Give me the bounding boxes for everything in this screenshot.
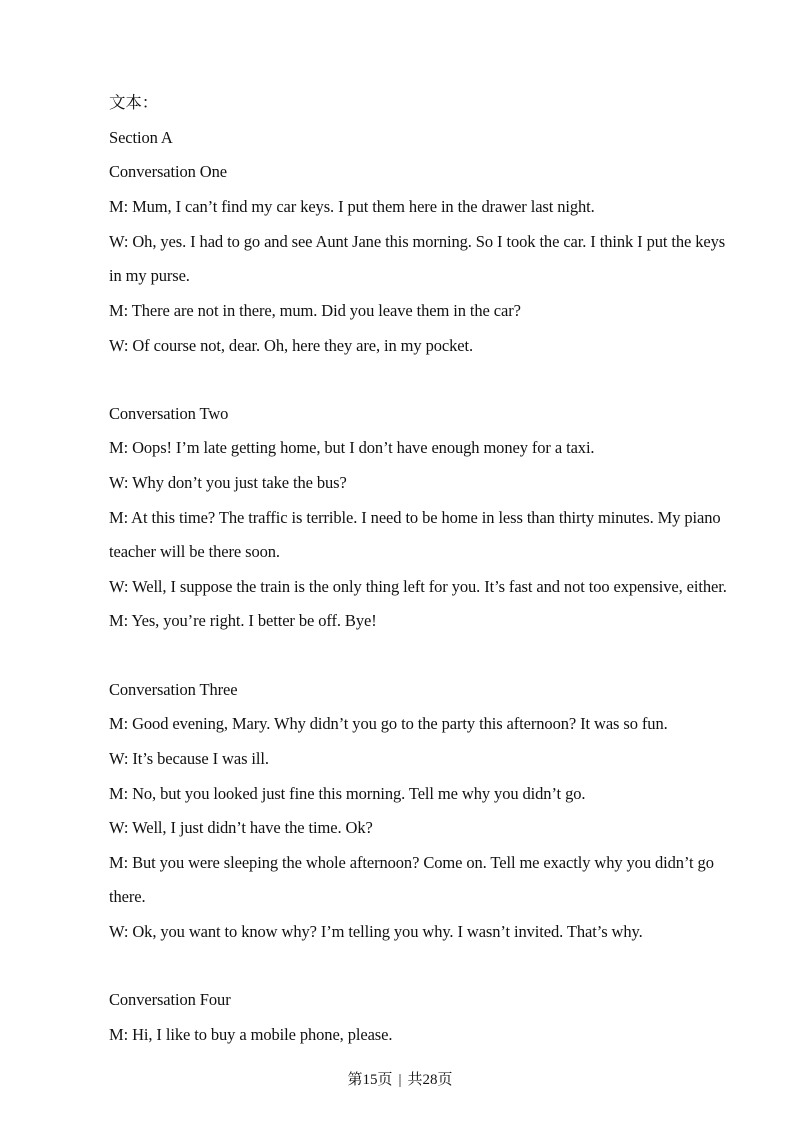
dialogue-line: W: Well, I just didn’t have the time. Ok? (109, 818, 373, 837)
dialogue-line: W: Ok, you want to know why? I’m telling you why. I wasn’t invited. That’s why. (109, 922, 643, 941)
text-heading: 文本： (109, 93, 159, 112)
dialogue-line-continued: in my purse. (109, 266, 190, 285)
footer-separator: | (398, 1072, 402, 1088)
dialogue-line: W: It’s because I was ill. (109, 749, 269, 768)
dialogue-line: W: Of course not, dear. Oh, here they are, in my pocket. (109, 336, 473, 355)
dialogue-line: M: There are not in there, mum. Did you leave them in the car? (109, 301, 521, 320)
dialogue-line: M: Oops! I’m late getting home, but I don’t have enough money for a taxi. (109, 438, 595, 457)
dialogue-line: M: No, but you looked just fine this morning. Tell me why you didn’t go. (109, 784, 586, 803)
dialogue-line-continued: there. (109, 887, 146, 906)
conversation-three-title: Conversation Three (109, 680, 238, 699)
dialogue-line: M: Hi, I like to buy a mobile phone, please. (109, 1025, 393, 1044)
dialogue-line: M: But you were sleeping the whole afternoon? Come on. Tell me exactly why you didn’t go (109, 853, 714, 872)
dialogue-line: W: Well, I suppose the train is the only thing left for you. It’s fast and not too expensive, either. (109, 577, 727, 596)
conversation-one-title: Conversation One (109, 162, 228, 181)
dialogue-line: M: Mum, I can’t find my car keys. I put them here in the drawer last night. (109, 197, 595, 216)
dialogue-line: M: Yes, you’re right. I better be off. Bye! (109, 611, 377, 630)
conversation-two-title: Conversation Two (109, 404, 229, 423)
total-page-count: 共28页 (407, 1072, 453, 1088)
conversation-four-title: Conversation Four (109, 990, 231, 1009)
dialogue-line: W: Oh, yes. I had to go and see Aunt Jane this morning. So I took the car. I think I put the keys (109, 232, 726, 251)
current-page-number: 第15页 (347, 1072, 393, 1088)
dialogue-line: W: Why don’t you just take the bus? (109, 473, 347, 492)
dialogue-line: M: Good evening, Mary. Why didn’t you go to the party this afternoon? It was so fun. (109, 714, 668, 733)
dialogue-line: M: At this time? The traffic is terrible. I need to be home in less than thirty minutes. My piano (109, 508, 721, 527)
dialogue-line-continued: teacher will be there soon. (109, 542, 280, 561)
page-footer (0, 1070, 800, 1090)
section-title: Section A (109, 128, 173, 147)
